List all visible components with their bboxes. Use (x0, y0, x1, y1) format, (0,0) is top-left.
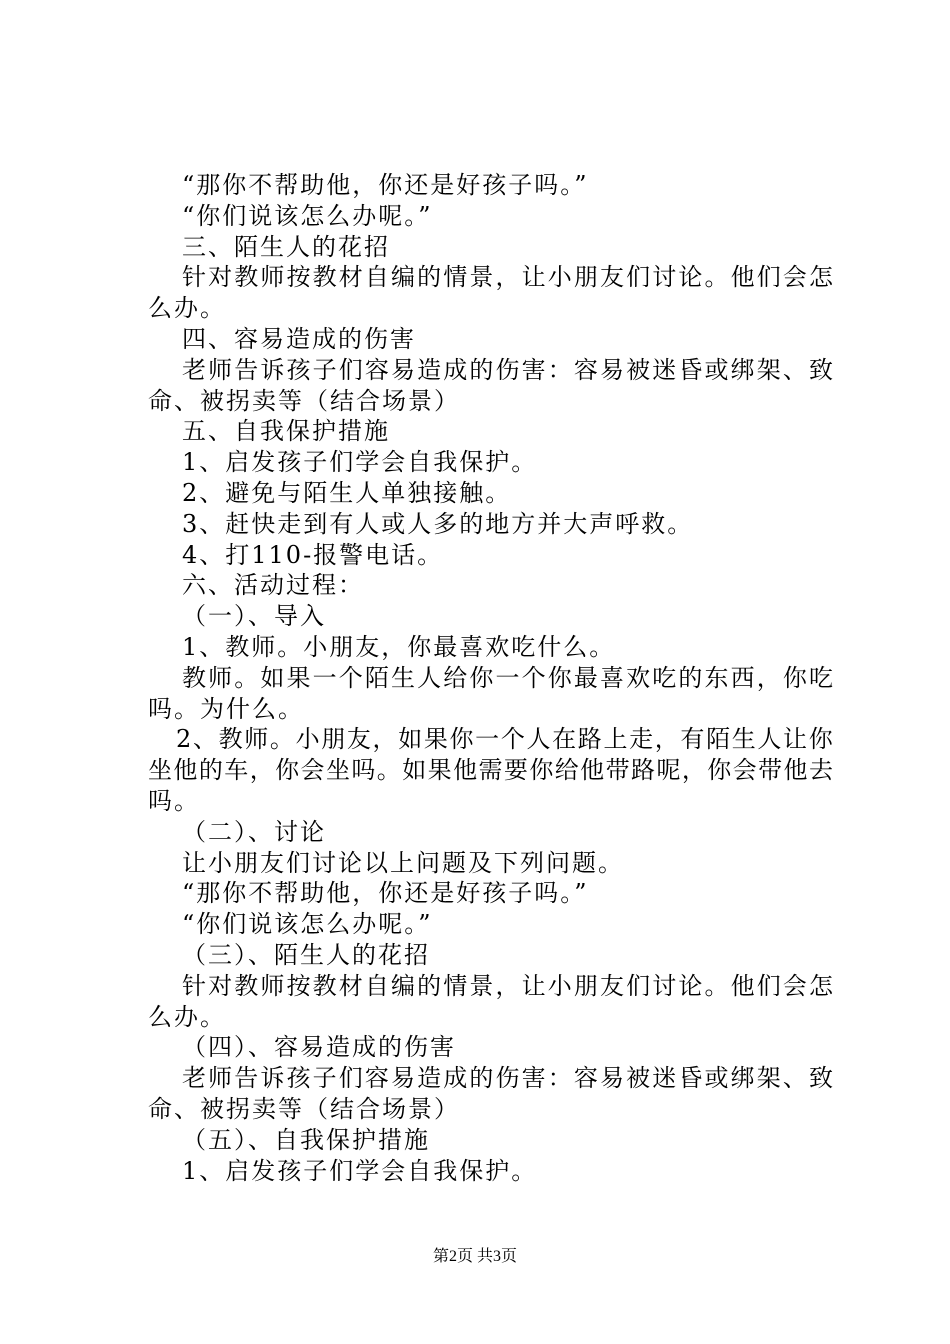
text-line: （一）、导入 (182, 602, 326, 631)
text-line: “你们说该怎么办呢。” (182, 910, 433, 939)
text-line: “你们说该怎么办呢。” (182, 201, 433, 230)
text-line: 让小朋友们讨论以上问题及下列问题。 (182, 848, 624, 877)
text-line: （四）、容易造成的伤害 (182, 1033, 456, 1062)
document-body (148, 170, 833, 1186)
text-line: 3、赶快走到有人或人多的地方并大声呼救。 (182, 509, 694, 538)
text-line: 4、打110-报警电话。 (182, 540, 444, 569)
text-line: 命、被拐卖等（结合场景） (148, 1094, 460, 1123)
text-line: 老 师 告 诉 孩 子 们 容 易 造 成 的 伤 害 ： 容 易 被 迷 昏 或 绑 架 、 致 (182, 1064, 833, 1093)
text-line: 四、容易造成的伤害 (182, 324, 416, 353)
text-line: “那你不帮助他，你还是好孩子吗。” (182, 171, 589, 199)
text-line: 三、陌生人的花招 (182, 232, 390, 261)
text-line: 老 师 告 诉 孩 子 们 容 易 造 成 的 伤 害 ： 容 易 被 迷 昏 或 绑 架 、 致 (182, 355, 833, 384)
text-line: 吗。 (148, 786, 200, 815)
text-line: （三）、陌生人的花招 (182, 940, 430, 969)
text-line: 吗。为什么。 (148, 694, 304, 723)
text-line: 教 师 。 如 果 一 个 陌 生 人 给 你 一 个 你 最 喜 欢 吃 的 东 西 ， 你 吃 (182, 663, 833, 692)
text-line: 针 对 教 师 按 教 材 自 编 的 情 景 ， 让 小 朋 友 们 讨 论 。 他 们 会 怎 (182, 971, 833, 1000)
text-line: 么办。 (148, 294, 226, 323)
text-line: （二）、讨论 (182, 817, 326, 846)
text-line: 坐 他 的 车 ， 你 会 坐 吗 。 如 果 他 需 要 你 给 他 带 路 呢 ， 你 会 带 他 去 (148, 756, 833, 785)
text-line: 五、自我保护措施 (182, 417, 390, 446)
text-line: 六、活动过程： (182, 571, 364, 600)
text-line: 1、教师。小朋友，你最喜欢吃什么。 (182, 632, 616, 661)
text-line: 2 、 教 师 。 小 朋 友 ， 如 果 你 一 个 人 在 路 上 走 ， 有 陌 生 人 让 你 (176, 725, 833, 754)
text-line: 1、启发孩子们学会自我保护。 (182, 1156, 538, 1185)
text-line: 2、避免与陌生人单独接触。 (182, 478, 512, 507)
text-line: （五）、自我保护措施 (182, 1125, 430, 1154)
page-footer: 第2页 共3页 (432, 1248, 517, 1265)
text-line: 针 对 教 师 按 教 材 自 编 的 情 景 ， 让 小 朋 友 们 讨 论 。 他 们 会 怎 (182, 263, 833, 292)
text-line: 命、被拐卖等（结合场景） (148, 386, 460, 415)
text-line: 1、启发孩子们学会自我保护。 (182, 448, 538, 477)
text-line: 么办。 (148, 1002, 226, 1031)
text-line: “那你不帮助他，你还是好孩子吗。” (182, 879, 589, 908)
